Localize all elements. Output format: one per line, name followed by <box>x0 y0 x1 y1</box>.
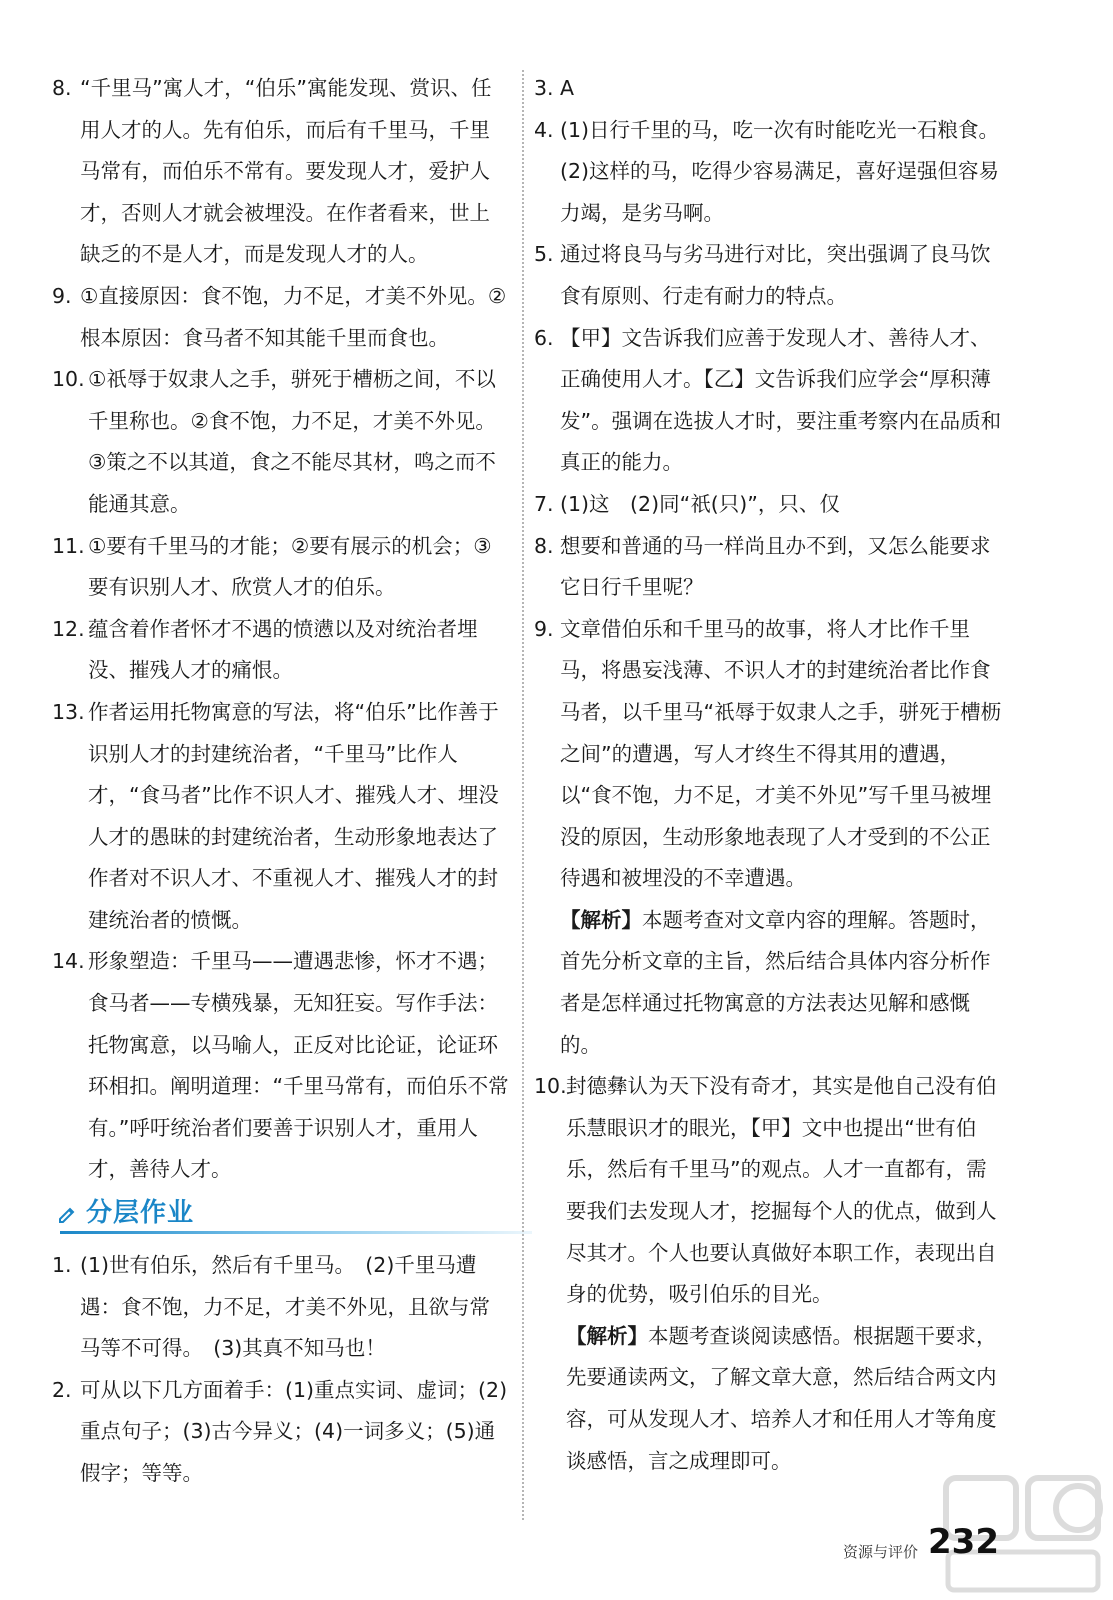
answer-number: 5. <box>534 242 554 267</box>
answer-text <box>88 526 510 609</box>
answer-body: ①祇辱于奴隶人之手，骈死于槽枥之间，不以千里称也。②食不饱，力不足，才美不外见。③策之不以其道，食之不能尽其材，鸣之而不能通其意。 <box>88 367 496 516</box>
answer-number: 7. <box>534 491 554 516</box>
answer-body: 封德彝认为天下没有奇才，其实是他自己没有伯乐慧眼识才的眼光，【甲】文中也提出“世有伯乐，然后有千里马”的观点。人才一直都有，需要我们去发现人才，挖掘每个人的优点，做到人尽其才。个人也要认真做好本职工作，表现出自身的优势，吸引伯乐的目光。 <box>566 1074 997 1307</box>
section-answer-list <box>52 1245 510 1495</box>
answer-number: 2. <box>52 1377 72 1402</box>
page-number: 232 <box>928 1522 999 1562</box>
answer-text <box>80 276 510 359</box>
section-title: 分层作业 <box>86 1198 195 1229</box>
answer-number: 3. <box>534 76 554 100</box>
answer-body: (1)世有伯乐，然后有千里马。 (2)千里马遭遇：食不饱，力不足，才美不外见，且欲与常马等不可得。 (3)其真不知马也！ <box>80 1253 490 1361</box>
answer-text <box>88 941 510 1191</box>
column-divider <box>522 70 524 1520</box>
pencil-icon <box>58 1205 76 1223</box>
answer-body: “千里马”寓人才，“伯乐”寓能发现、赏识、任用人才的人。先有伯乐，而后有千里马，千里马常有，而伯乐不常有。要发现人才，爱护人才，否则人才就会被埋没。在作者看来，世上缺乏的不是人才，而是发现人才的人。 <box>80 76 492 267</box>
answer-number: 10. <box>534 1074 567 1099</box>
answer-item <box>534 526 1004 609</box>
answer-item <box>52 1245 510 1370</box>
answer-body: 文章借伯乐和千里马的故事，将人才比作千里马，将愚妄浅薄、不识人才的封建统治者比作食马者，以千里马“祇辱于奴隶人之手，骈死于槽枥之间”的遭遇，写人才终生不得其用的遭遇，以“食不饱，力不足，才美不外见”写千里马被埋没的原因，生动形象地表现了人才受到的不公正待遇和被埋没的不幸遭遇。 <box>560 616 1002 891</box>
right-column <box>534 68 1004 1482</box>
answer-text <box>88 692 510 942</box>
answer-body: (1)日行千里的马，吃一次有时能吃光一石粮食。 <box>560 117 1000 142</box>
answer-item <box>534 151 1004 234</box>
section-header <box>52 1193 510 1239</box>
answer-text <box>560 900 1004 1066</box>
answer-text <box>560 609 1004 900</box>
answer-item <box>534 110 1004 152</box>
answer-number: 8. <box>534 533 554 558</box>
answer-body: 可从以下几方面着手：(1)重点实词、虚词；(2)重点句子；(3)古今异义；(4)一词多义；(5)通假字；等等。 <box>80 1377 508 1485</box>
answer-number: 9. <box>52 283 72 308</box>
answer-number: 1. <box>52 1253 72 1278</box>
answer-text <box>560 110 1004 152</box>
answer-item <box>534 609 1004 900</box>
answer-body: (1)这 (2)同“祇(只)”，只、仅 <box>560 491 840 516</box>
answer-item <box>534 900 1004 1066</box>
answer-text <box>88 609 510 692</box>
answer-text <box>80 1245 510 1370</box>
answer-body: 作者运用托物寓意的写法，将“伯乐”比作善于识别人才的封建统治者，“千里马”比作人才，“食马者”比作不识人才、摧残人才、埋没人才的愚昧的封建统治者，生动形象地表达了作者对不识人才、不重视人才、摧残人才的封建统治者的愤慨。 <box>88 699 499 932</box>
answer-text <box>560 68 1004 110</box>
left-column <box>52 68 510 1495</box>
answer-item <box>52 68 510 276</box>
answer-body: (2)这样的马，吃得少容易满足，喜好逞强但容易力竭，是劣马啊。 <box>560 159 1000 225</box>
answer-number: 14. <box>52 949 85 974</box>
answer-item <box>52 526 510 609</box>
answer-number: 12. <box>52 616 85 641</box>
section-underline <box>60 1231 532 1234</box>
answer-text <box>80 1370 510 1495</box>
answer-number: 8. <box>52 76 72 100</box>
answer-body: A <box>560 76 575 100</box>
answer-body: ①要有千里马的才能；②要有展示的机会；③要有识别人才、欣赏人才的伯乐。 <box>88 533 492 600</box>
answer-body: ①直接原因：食不饱，力不足，才美不外见。②根本原因：食马者不知其能千里而食也。 <box>80 283 507 350</box>
answer-body: 【甲】文告诉我们应善于发现人才、善待人才、正确使用人才。【乙】文告诉我们应学会“厚积薄发”。强调在选拔人才时，要注重考察内在品质和真正的能力。 <box>560 325 1002 475</box>
answer-body: 本题考查谈阅读感悟。根据题干要求，先要通读两文，了解文章大意，然后结合两文内容，可从发现人才、培养人才和任用人才等角度谈感悟，言之成理即可。 <box>566 1323 997 1473</box>
answer-number: 13. <box>52 699 85 724</box>
answer-text <box>560 484 1004 526</box>
analysis-tag: 【解析】 <box>560 907 642 932</box>
answer-number: 4. <box>534 117 554 142</box>
answer-item <box>534 318 1004 484</box>
footer-label: 资源与评价 <box>843 1543 919 1561</box>
answer-number: 9. <box>534 616 554 641</box>
answer-text <box>80 68 510 276</box>
answer-number: 11. <box>52 533 85 558</box>
answer-item <box>52 609 510 692</box>
answer-body: 本题考查对文章内容的理解。答题时，首先分析文章的主旨，然后结合具体内容分析作者是怎样通过托物寓意的方法表达见解和感慨的。 <box>560 907 991 1057</box>
answer-text <box>88 359 510 525</box>
answer-item <box>52 1370 510 1495</box>
answer-text <box>560 151 1004 234</box>
answer-item <box>534 1316 1004 1482</box>
answer-body: 蕴含着作者怀才不遇的愤懑以及对统治者埋没、摧残人才的痛恨。 <box>88 616 478 683</box>
answer-item <box>534 484 1004 526</box>
answer-item <box>534 1066 1004 1316</box>
right-answer-list <box>534 68 1004 1482</box>
answer-text <box>560 234 1004 317</box>
answer-text <box>560 318 1004 484</box>
answer-item <box>52 359 510 525</box>
answer-item <box>52 941 510 1191</box>
answer-item <box>534 68 1004 110</box>
left-answer-list <box>52 68 510 1191</box>
answer-text <box>566 1066 1004 1316</box>
answer-item <box>534 234 1004 317</box>
answer-number: 10. <box>52 367 85 392</box>
answer-item <box>52 276 510 359</box>
answer-body: 想要和普通的马一样尚且办不到，又怎么能要求它日行千里呢？ <box>560 533 991 600</box>
answer-number: 6. <box>534 325 554 350</box>
answer-text <box>566 1316 1004 1482</box>
answer-body: 形象塑造：千里马——遭遇悲惨，怀才不遇；食马者——专横残暴，无知狂妄。写作手法：托物寓意，以马喻人，正反对比论证，论证环环相扣。阐明道理：“千里马常有，而伯乐不常有。”呼吁统治者们要善于识别人才，重用人才，善待人才。 <box>88 949 509 1182</box>
analysis-tag: 【解析】 <box>566 1323 648 1348</box>
answer-body: 通过将良马与劣马进行对比，突出强调了良马饮食有原则、行走有耐力的特点。 <box>560 242 991 308</box>
answer-item <box>52 692 510 942</box>
answer-text <box>560 526 1004 609</box>
